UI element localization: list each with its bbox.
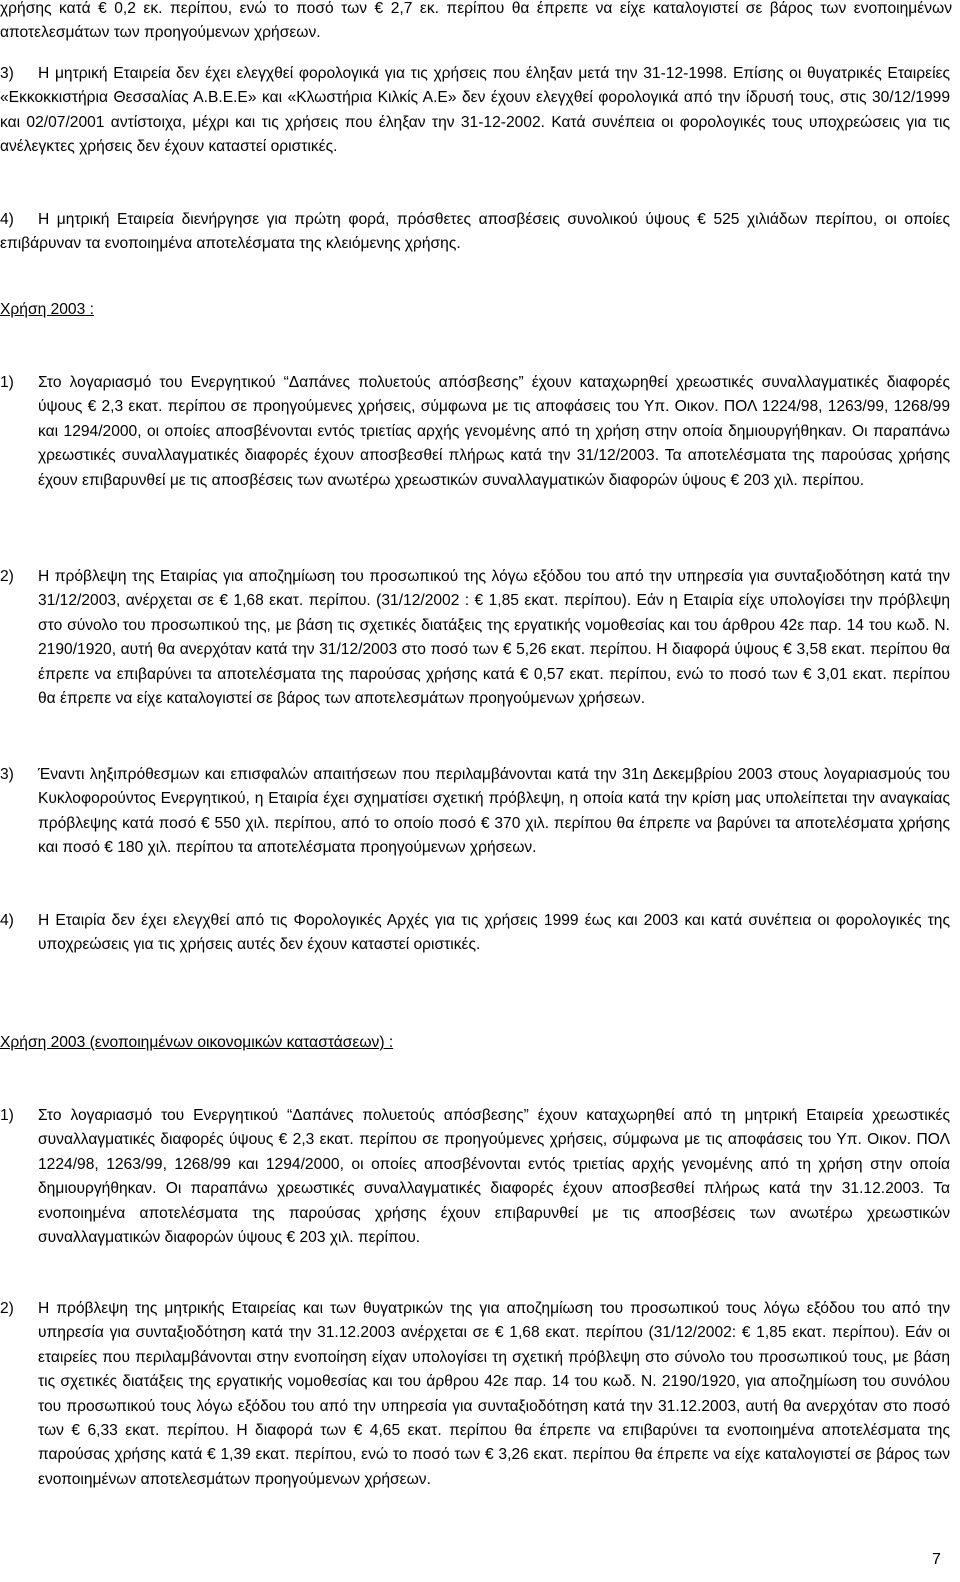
section-heading (0, 298, 94, 322)
list-item (0, 909, 950, 958)
item-text: Η μητρική Εταιρεία δεν έχει ελεγχθεί φορολογικά για τις χρήσεις που έληξαν μετά την 31-12-1998. Επίσης οι θυγατρικές Εταιρείες «Εκκοκκιστήρια Θεσσαλίας Α.Β.Ε.Ε» και «Κλωστήρια Κιλκίς Α.Ε» δεν έχουν ελεγχθεί φορολογικά από την ίδρυσή τους, στις 30/12/1999 και 02/07/2001 αντίστοιχα, μέχρι και τις χρήσεις που έληξαν την 31-12-2002. Κατά συνέπεια οι φορολογικές τους υποχρεώσεις για τις ανέλεγκτες χρήσεις δεν έχουν καταστεί οριστικές. (0, 65, 950, 156)
section-heading (0, 1031, 393, 1055)
item-text: Στο λογαριασμό του Ενεργητικού “Δαπάνες πολυετούς απόσβεσης” έχουν καταχωρηθεί χρεωστικές συναλλαγματικές διαφορές ύψους € 2,3 εκατ. περίπου σε προηγούμενες χρήσεις, σύμφωνα με τις αποφάσεις του Υπ. Οικον. ΠΟΛ 1224/98, 1263/99, 1268/99 και 1294/2000, οι οποίες αποσβένονται εντός τριετίας αρχής γενομένης από τη χρήση στην οποία δημιουργήθηκαν. Οι παραπάνω χρεωστικές συναλλαγματικές διαφορές έχουν αποσβεσθεί πλήρως κατά την 31/12/2003. Τα αποτελέσματα της παρούσας χρήσης έχουν επιβαρυνθεί με τις αποσβέσεις των ανωτέρω χρεωστικών συναλλαγματικών διαφορών ύψους € 203 χιλ. περίπου. (38, 374, 950, 489)
item-number: 1) (0, 374, 14, 391)
item-number: 4) (0, 211, 14, 228)
item-text: Στο λογαριασμό του Ενεργητικού “Δαπάνες πολυετούς απόσβεσης” έχουν καταχωρηθεί από τη μητρική Εταιρεία χρεωστικές συναλλαγματικές διαφορές ύψους € 2,3 εκατ. περίπου σε προηγούμενες χρήσεις, σύμφωνα με τις αποφάσεις του Υπ. Οικον. ΠΟΛ 1224/98, 1263/99, 1268/99 και 1294/2000, οι οποίες αποσβένονται εντός τριετίας αρχής γενομένης από τη χρήση στην οποία δημιουργήθηκαν. Οι παραπάνω χρεωστικές συναλλαγματικές διαφορές έχουν αποσβεσθεί πλήρως κατά την 31.12.2003. Τα ενοποιημένα αποτελέσματα της παρούσας χρήσης έχουν επιβαρυνθεί με τις αποσβέσεις των ανωτέρω χρεωστικών συναλλαγματικών διαφορών ύψους € 203 χιλ. περίπου. (38, 1107, 950, 1247)
item-text: Έναντι ληξιπρόθεσμων και επισφαλών απαιτήσεων που περιλαμβάνονται κατά την 31η Δεκεμβρίου 2003 στους λογαριασμούς του Κυκλοφορούντος Ενεργητικού, η Εταιρία έχει σχηματίσει σχετική πρόβλεψη, η οποία κατά την κρίση μας υπολείπεται την αναγκαίας πρόβλεψης κατά ποσό € 550 χιλ. περίπου, από το οποίο ποσό € 370 χιλ. περίπου θα έπρεπε να βαρύνει τα αποτελέσματα χρήσης και ποσό € 180 χιλ. περίπου τα αποτελέσματα προηγούμενων χρήσεων. (38, 766, 950, 857)
list-item (0, 62, 950, 160)
list-item (0, 1104, 950, 1250)
list-item (0, 208, 950, 257)
heading-text: Χρήση 2003 (0, 301, 86, 318)
list-item (0, 763, 950, 861)
continued-paragraph: χρήσης κατά € 0,2 εκ. περίπου, ενώ το ποσό των € 2,7 εκ. περίπου θα έπρεπε να είχε καταλογιστεί σε βάρος των ενοποιημένων αποτελεσμάτων των προηγούμενων χρήσεων. (0, 0, 952, 42)
list-item (0, 371, 950, 493)
item-number: 2) (0, 1300, 14, 1317)
heading-colon: : (85, 301, 94, 318)
page-number: 7 (932, 1551, 941, 1568)
item-number: 2) (0, 568, 14, 585)
item-number: 4) (0, 912, 14, 929)
item-number: 3) (0, 766, 14, 783)
item-number: 3) (0, 65, 14, 82)
heading-text: Χρήση 2003 (ενοποιημένων οικονομικών καταστάσεων) (0, 1034, 385, 1051)
item-text: Η Εταιρία δεν έχει ελεγχθεί από τις Φορολογικές Αρχές για τις χρήσεις 1999 έως και 2003 και κατά συνέπεια οι φορολογικές της υποχρεώσεις για τις χρήσεις αυτές δεν έχουν καταστεί οριστικές. (38, 912, 950, 954)
item-text: Η μητρική Εταιρεία διενήργησε για πρώτη φορά, πρόσθετες αποσβέσεις συνολικού ύψους € 525 χιλιάδων περίπου, οι οποίες επιβάρυναν τα ενοποιημένα αποτελέσματα της κλειόμενης χρήσης. (0, 211, 950, 253)
item-text: Η πρόβλεψη της μητρικής Εταιρείας και των θυγατρικών της για αποζημίωση του προσωπικού τους λόγω εξόδου του από την υπηρεσία για συνταξιοδότηση κατά την 31.12.2003 ανέρχεται σε € 1,68 εκατ. περίπου (31/12/2002: € 1,85 εκατ. περίπου). Εάν οι εταιρείες που περιλαμβάνονται στην ενοποίηση είχαν υπολογίσει τη σχετική πρόβλεψη στο σύνολο του προσωπικού τους, με βάση τις σχετικές διατάξεις της εργατικής νομοθεσίας και του άρθρου 42ε παρ. 14 του κωδ. Ν. 2190/1920, για αποζημίωση του συνόλου του προσωπικού τους λόγω εξόδου του από την υπηρεσία για συνταξιοδότηση κατά την 31.12.2003, αυτή θα ανερχόταν στο ποσό των € 6,33 εκατ. περίπου. Η διαφορά των € 4,65 εκατ. περίπου θα έπρεπε να επιβαρύνει τα ενοποιημένα αποτελέσματα της παρούσας χρήσης κατά € 1,39 εκατ. περίπου, ενώ το ποσό των € 3,26 εκατ. περίπου θα έπρεπε να είχε καταλογιστεί σε βάρος των ενοποιημένων αποτελεσμάτων προηγούμενων χρήσεων. (38, 1300, 950, 1488)
item-text: Η πρόβλεψη της Εταιρίας για αποζημίωση του προσωπικού της λόγω εξόδου του από την υπηρεσία για συνταξιοδότηση κατά την 31/12/2003, ανέρχεται σε € 1,68 εκατ. περίπου. (31/12/2002 : € 1,85 εκατ. περίπου). Εάν η Εταιρία είχε υπολογίσει την πρόβλεψη στο σύνολο του προσωπικού της, με βάση τις σχετικές διατάξεις της εργατικής νομοθεσίας και του άρθρου 42ε παρ. 14 του κωδ. Ν. 2190/1920, αυτή θα ανερχόταν κατά την 31/12/2003 στο ποσό των € 5,26 εκατ. περίπου. Η διαφορά ύψους € 3,58 εκατ. περίπου θα έπρεπε να επιβαρύνει τα αποτελέσματα της παρούσας χρήσης κατά € 0,57 εκατ. περίπου, ενώ το ποσό των € 3,01 εκατ. περίπου θα έπρεπε να είχε καταλογιστεί σε βάρος των αποτελεσμάτων προηγούμενων χρήσεων. (38, 568, 950, 708)
item-number: 1) (0, 1107, 14, 1124)
list-item (0, 565, 950, 711)
list-item (0, 1297, 950, 1492)
heading-colon: : (384, 1034, 394, 1051)
